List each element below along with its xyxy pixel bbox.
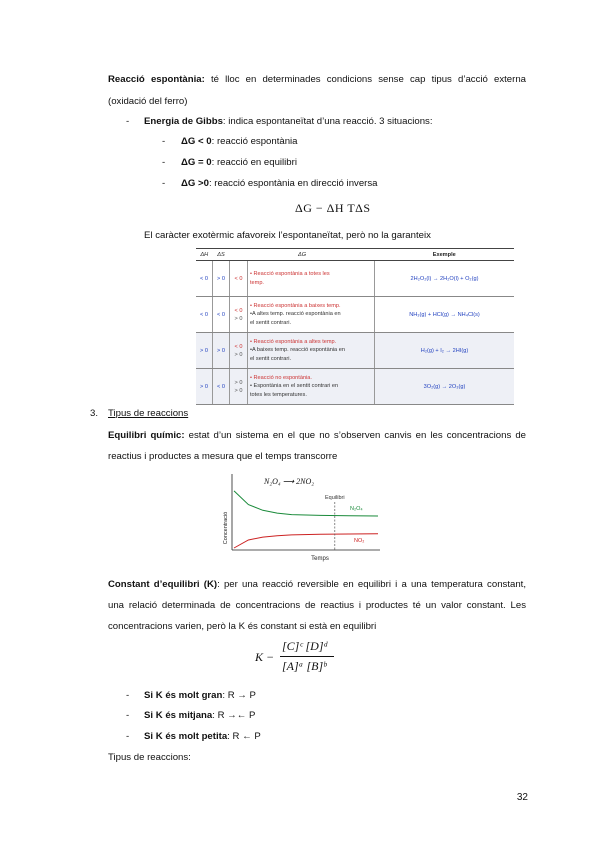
section-number: 3.: [90, 408, 99, 419]
table-header: ΔH: [196, 249, 213, 261]
bullet-dash: -: [126, 710, 130, 721]
desc-line: el sentit contrari.: [250, 355, 292, 362]
desc-line: • Reacció no espontània.: [250, 374, 312, 381]
dg-value: > 0: [234, 351, 243, 358]
gibbs-case-condition: ΔG < 0: [181, 136, 212, 147]
constant-line1: [108, 579, 526, 591]
dh-cell: > 0: [196, 333, 213, 369]
desc-line: el sentit contrari.: [250, 319, 292, 326]
page-number: 32: [516, 792, 528, 803]
dg-description: [248, 297, 375, 333]
spontaneous-paragraph-line1: [108, 74, 526, 86]
desc-line: totes les temperatures.: [250, 391, 307, 398]
gibbs-case: [181, 178, 378, 190]
ds-cell: > 0: [213, 333, 230, 369]
desc-line: •A baixes temp. reacció espontània en: [250, 347, 345, 354]
equilibrium-line1: [108, 430, 526, 442]
gibbs-case-text: : reacció espontània en direcció inversa: [208, 178, 378, 189]
bullet-dash: -: [162, 136, 166, 147]
k-case-condition: Si K és molt gran: [144, 690, 223, 701]
table-row: [196, 333, 514, 369]
gibbs-sign-table: [196, 248, 514, 405]
spontaneous-text: té lloc en determinades condicions sense cap tipus d’acció externa: [210, 74, 527, 85]
table-header: Exemple: [375, 249, 515, 261]
gibbs-term: Energia de Gibbs: [144, 116, 223, 127]
k-case-text: : R →← P: [212, 710, 256, 721]
dg-cell: [230, 297, 248, 333]
dg-description: [248, 369, 375, 405]
k-case: [144, 710, 255, 722]
desc-line: •A altes temp. reacció espontània en: [250, 311, 341, 318]
equilibrium-annotation: Equilibri: [325, 495, 345, 501]
k-case-condition: Si K és molt petita: [144, 731, 228, 742]
series-line-n2o4: [234, 491, 378, 516]
chart-y-label: Concentració: [223, 511, 229, 545]
dh-cell: < 0: [196, 261, 213, 297]
example-cell: NH₃(g) + HCl(g) → NH₄Cl(s): [375, 297, 515, 333]
dg-value: < 0: [234, 343, 243, 350]
reaction-types-label: Tipus de reaccions:: [108, 752, 191, 763]
dg-value: > 0: [234, 387, 243, 394]
chart-title: N₂O₄ ⟶ 2NO₂: [264, 477, 315, 486]
k-case: [144, 690, 256, 702]
ds-cell: < 0: [213, 297, 230, 333]
desc-line: • Reacció espontània a totes les: [250, 271, 330, 277]
k-case: [144, 731, 261, 743]
desc-line: • Espontània en el sentit contrari en: [250, 383, 339, 390]
ds-cell: > 0: [213, 261, 230, 297]
k-denominator: [A]ᵃ [B]ᵇ: [282, 659, 327, 673]
example-cell: 3O₂(g) → 2O₃(g): [375, 369, 515, 405]
example-cell: H₂(g) + I₂ → 2HI(g): [375, 333, 515, 369]
k-case-text: : R ← P: [227, 731, 261, 742]
spontaneous-paragraph-line2: (oxidació del ferro): [108, 96, 188, 107]
dg-value: > 0: [234, 379, 243, 386]
bullet-dash: -: [162, 178, 166, 189]
gibbs-case: [181, 136, 298, 148]
desc-line: • Reacció espontània a altes temp.: [250, 338, 337, 345]
bullet-dash: -: [126, 116, 130, 127]
spontaneous-term: Reacció espontània:: [108, 74, 205, 85]
table-row: [196, 369, 514, 405]
dg-cell: [230, 261, 248, 297]
dg-cell: [230, 333, 248, 369]
section-heading: Tipus de reaccions: [108, 408, 189, 419]
equilibrium-line2: reactius i productes a mesura que el temps transcorre: [108, 451, 338, 462]
chart-x-label: Temps: [311, 556, 329, 562]
series-label-n2o4: N₂O₄: [350, 506, 363, 512]
example-cell: 2H₂O₂(l) → 2H₂O(l) + O₂(g): [375, 261, 515, 297]
equilibrium-term: Equilibri químic:: [108, 430, 185, 441]
equilibrium-text: estat d’un sistema en el que no s’observen canvis en les concentracions de: [188, 430, 527, 441]
gibbs-case-condition: ΔG >0: [181, 178, 209, 189]
dg-value: < 0: [234, 275, 243, 282]
dg-value: > 0: [234, 315, 243, 322]
constant-term: Constant d’equilibri (K): [108, 579, 218, 590]
dg-description: [248, 333, 375, 369]
table-header: ΔG: [230, 249, 375, 261]
k-fraction-bar: [280, 656, 334, 657]
desc-line: temp.: [250, 279, 264, 286]
gibbs-case: [181, 157, 297, 169]
constant-line2: una relació determinada de concentracions de reactius i productes té un valor constant. Les: [108, 600, 526, 611]
gibbs-definition: [144, 116, 433, 128]
k-case-text: : R → P: [222, 690, 256, 701]
series-label-no2: NO₂: [354, 538, 365, 544]
dh-cell: < 0: [196, 297, 213, 333]
gibbs-case-condition: ΔG = 0: [181, 157, 212, 168]
k-numerator: [C]ᶜ [D]ᵈ: [282, 639, 328, 653]
bullet-dash: -: [126, 690, 130, 701]
table-row: [196, 261, 514, 297]
concentration-chart: [218, 468, 382, 564]
dg-description: [248, 261, 375, 297]
ds-cell: < 0: [213, 369, 230, 405]
k-lhs: K −: [255, 650, 275, 664]
gibbs-case-text: : reacció espontània: [211, 136, 298, 147]
constant-line3: concentracions varien, però la K és constant si està en equilibri: [108, 621, 377, 632]
exothermic-note: El caràcter exotèrmic afavoreix l’espontaneïtat, però no la garanteix: [144, 230, 431, 241]
table-row: [196, 297, 514, 333]
dg-cell: [230, 369, 248, 405]
dh-cell: > 0: [196, 369, 213, 405]
constant-text: : per una reacció reversible en equilibri i a una temperatura constant,: [217, 579, 526, 590]
gibbs-text: : indica espontaneïtat d’una reacció. 3 situacions:: [222, 116, 433, 127]
table-header: ΔS: [213, 249, 230, 261]
desc-line: • Reacció espontània a baixes temp.: [250, 302, 341, 309]
dg-value: < 0: [234, 307, 243, 314]
k-case-condition: Si K és mitjana: [144, 710, 213, 721]
bullet-dash: -: [162, 157, 166, 168]
gibbs-formula: ΔG − ΔH TΔS: [295, 201, 371, 215]
gibbs-case-text: : reacció en equilibri: [211, 157, 297, 168]
bullet-dash: -: [126, 731, 130, 742]
